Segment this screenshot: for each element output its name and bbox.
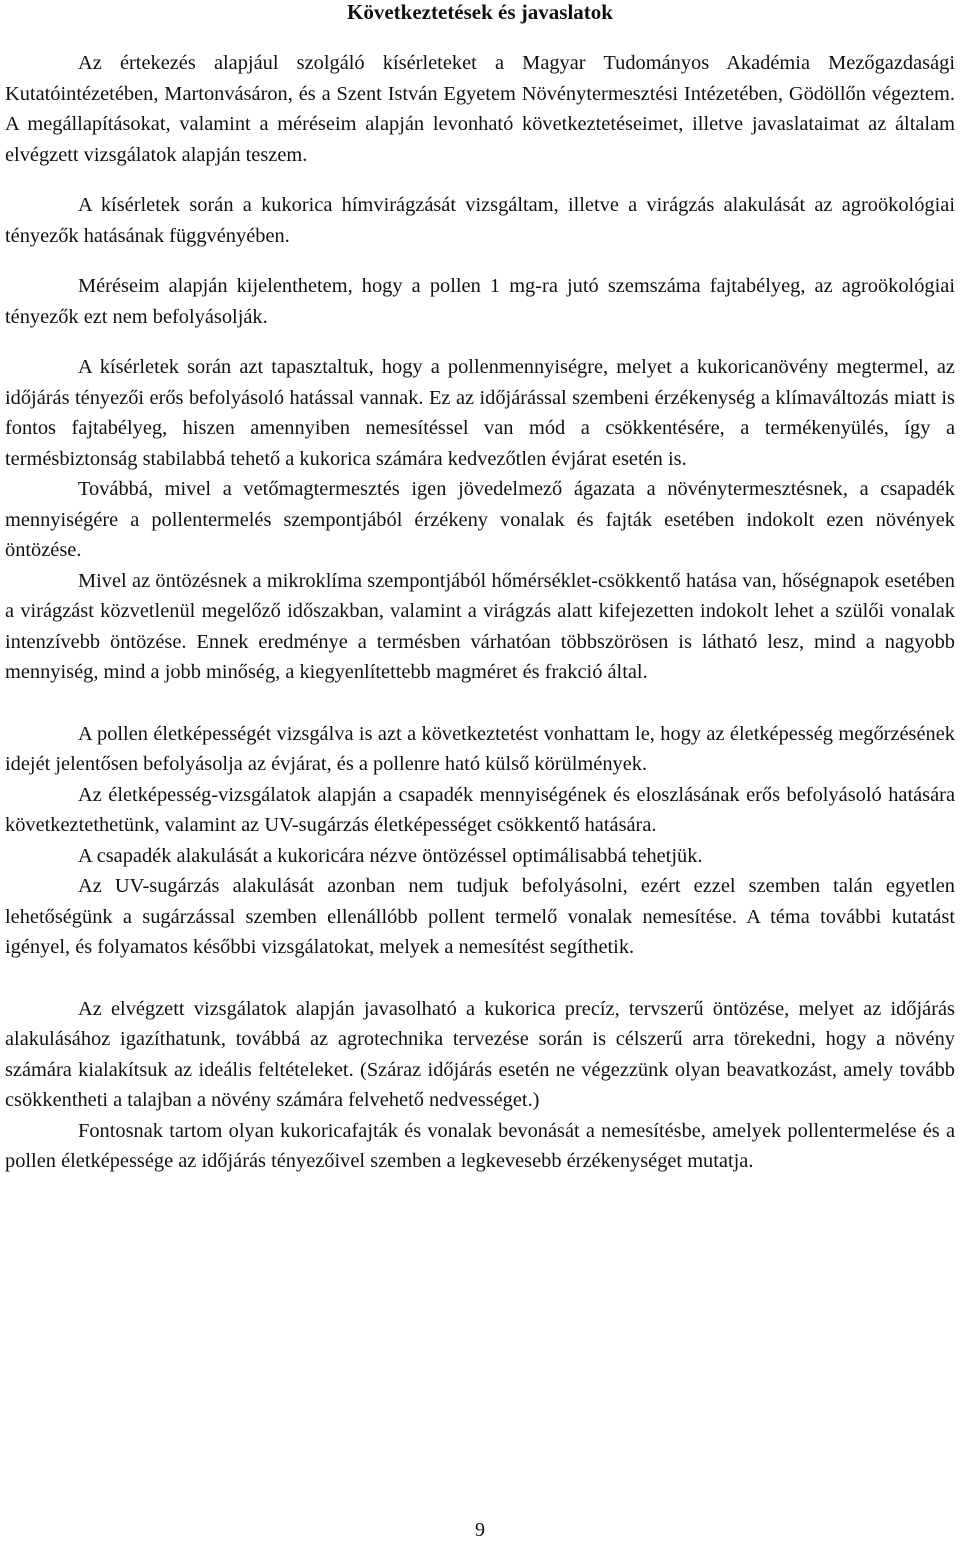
page-number: 9 [475,1519,485,1541]
paragraph-viability-tests: Az életképesség-vizsgálatok alapján a csapadék mennyiségének és eloszlásának erős befolyásoló hatására következtethetünk, valamint az UV-sugárzás életképességet csökkentő hatására. [5,783,955,836]
paragraph-pollen-quantity: A kísérletek során azt tapasztaltuk, hogy a pollenmennyiségre, melyet a kukoricanövény megtermel, az időjárás tényezői erős befolyásoló hatással vannak. Ez az időjárással szembeni érzékenység a klímaváltozás miatt is fontos fajtabélyeg, hiszen amennyiben nemesítéssel van mód a csökkentésére, a termékenyülés, így a termésbiztonság stabilabbá tehető a kukorica számára kedvezőtlen évjárat esetén is. [5,356,955,470]
paragraph-flowering: A kísérletek során a kukorica hímvirágzását vizsgáltam, illetve a virágzás alakulását az agroökológiai tényezők hatásának függvényében. [5,194,955,247]
paragraph-seed-production: Továbbá, mivel a vetőmagtermesztés igen jövedelmező ágazata a növénytermesztésnek, a csapadék mennyiségére a pollentermelés szempontjából érzékeny vonalak és fajták esetében indokolt ezen növények öntözése. [5,478,955,561]
paragraph-viability: A pollen életképességét vizsgálva is azt a következtetést vonhattam le, hogy az életképesség megőrzésének idejét jelentősen befolyásolja az évjárat, és a pollenre ható külső körülmények. [5,722,955,775]
page-title: Következtetések és javaslatok [347,0,613,24]
paragraph-breeding: Fontosnak tartom olyan kukoricafajták és vonalak bevonását a nemesítésbe, amelyek pollentermelése és a pollen életképessége az időjárás tényezőivel szemben a legkevesebb érzékenységet mutatja. [5,1119,955,1172]
paragraph-uv-radiation: Az UV-sugárzás alakulását azonban nem tudjuk befolyásolni, ezért ezzel szemben talán egyetlen lehetőségünk a sugárzással szemben ellenállóbb pollent termelő vonalak nemesítése. A téma további kutatást igényel, és folyamatos későbbi vizsgálatokat, melyek a nemesítést segíthetik. [5,875,955,958]
paragraph-grain-count: Méréseim alapján kijelenthetem, hogy a pollen 1 mg-ra jutó szemszáma fajtabélyeg, az agroökológiai tényezők ezt nem befolyásolják. [5,275,955,328]
paragraph-irrigation: Mivel az öntözésnek a mikroklíma szempontjából hőmérséklet-csökkentő hatása van, hőségnapok esetében a virágzást közvetlenül megelőző időszakban, valamint a virágzás alatt kifejezetten indokolt lehet a szülői vonalak intenzívebb öntözése. Ennek eredménye a termésben várhatóan többszörösen is látható lesz, mind a nagyobb mennyiség, mind a jobb minőség, a kiegyenlítettebb magméret és frakció által. [5,569,955,683]
paragraph-recommendation: Az elvégzett vizsgálatok alapján javasolható a kukorica precíz, tervszerű öntözése, melyet az időjárás alakulásához igazíthatunk, továbbá az agrotechnika tervezése során is célszerű arra törekedni, hogy a növény számára kialakítsuk az ideális feltételeket. (Száraz időjárás esetén ne végezzünk olyan beavatkozást, amely tovább csökkentheti a talajban a növény számára felvehető nedvességet.) [5,997,955,1111]
paragraph-intro: Az értekezés alapjául szolgáló kísérleteket a Magyar Tudományos Akadémia Mezőgazdasági Kutatóintézetében, Martonvásáron, és a Szent István Egyetem Növénytermesztési Intézetében, Gödöllőn végeztem. A megállapításokat, valamint a méréseim alapján levonható következtetéseimet, illetve javaslataimat az általam elvégzett vizsgálatok alapján teszem. [5,52,955,166]
paragraph-precipitation: A csapadék alakulását a kukoricára nézve öntözéssel optimálisabbá tehetjük. [78,844,703,867]
